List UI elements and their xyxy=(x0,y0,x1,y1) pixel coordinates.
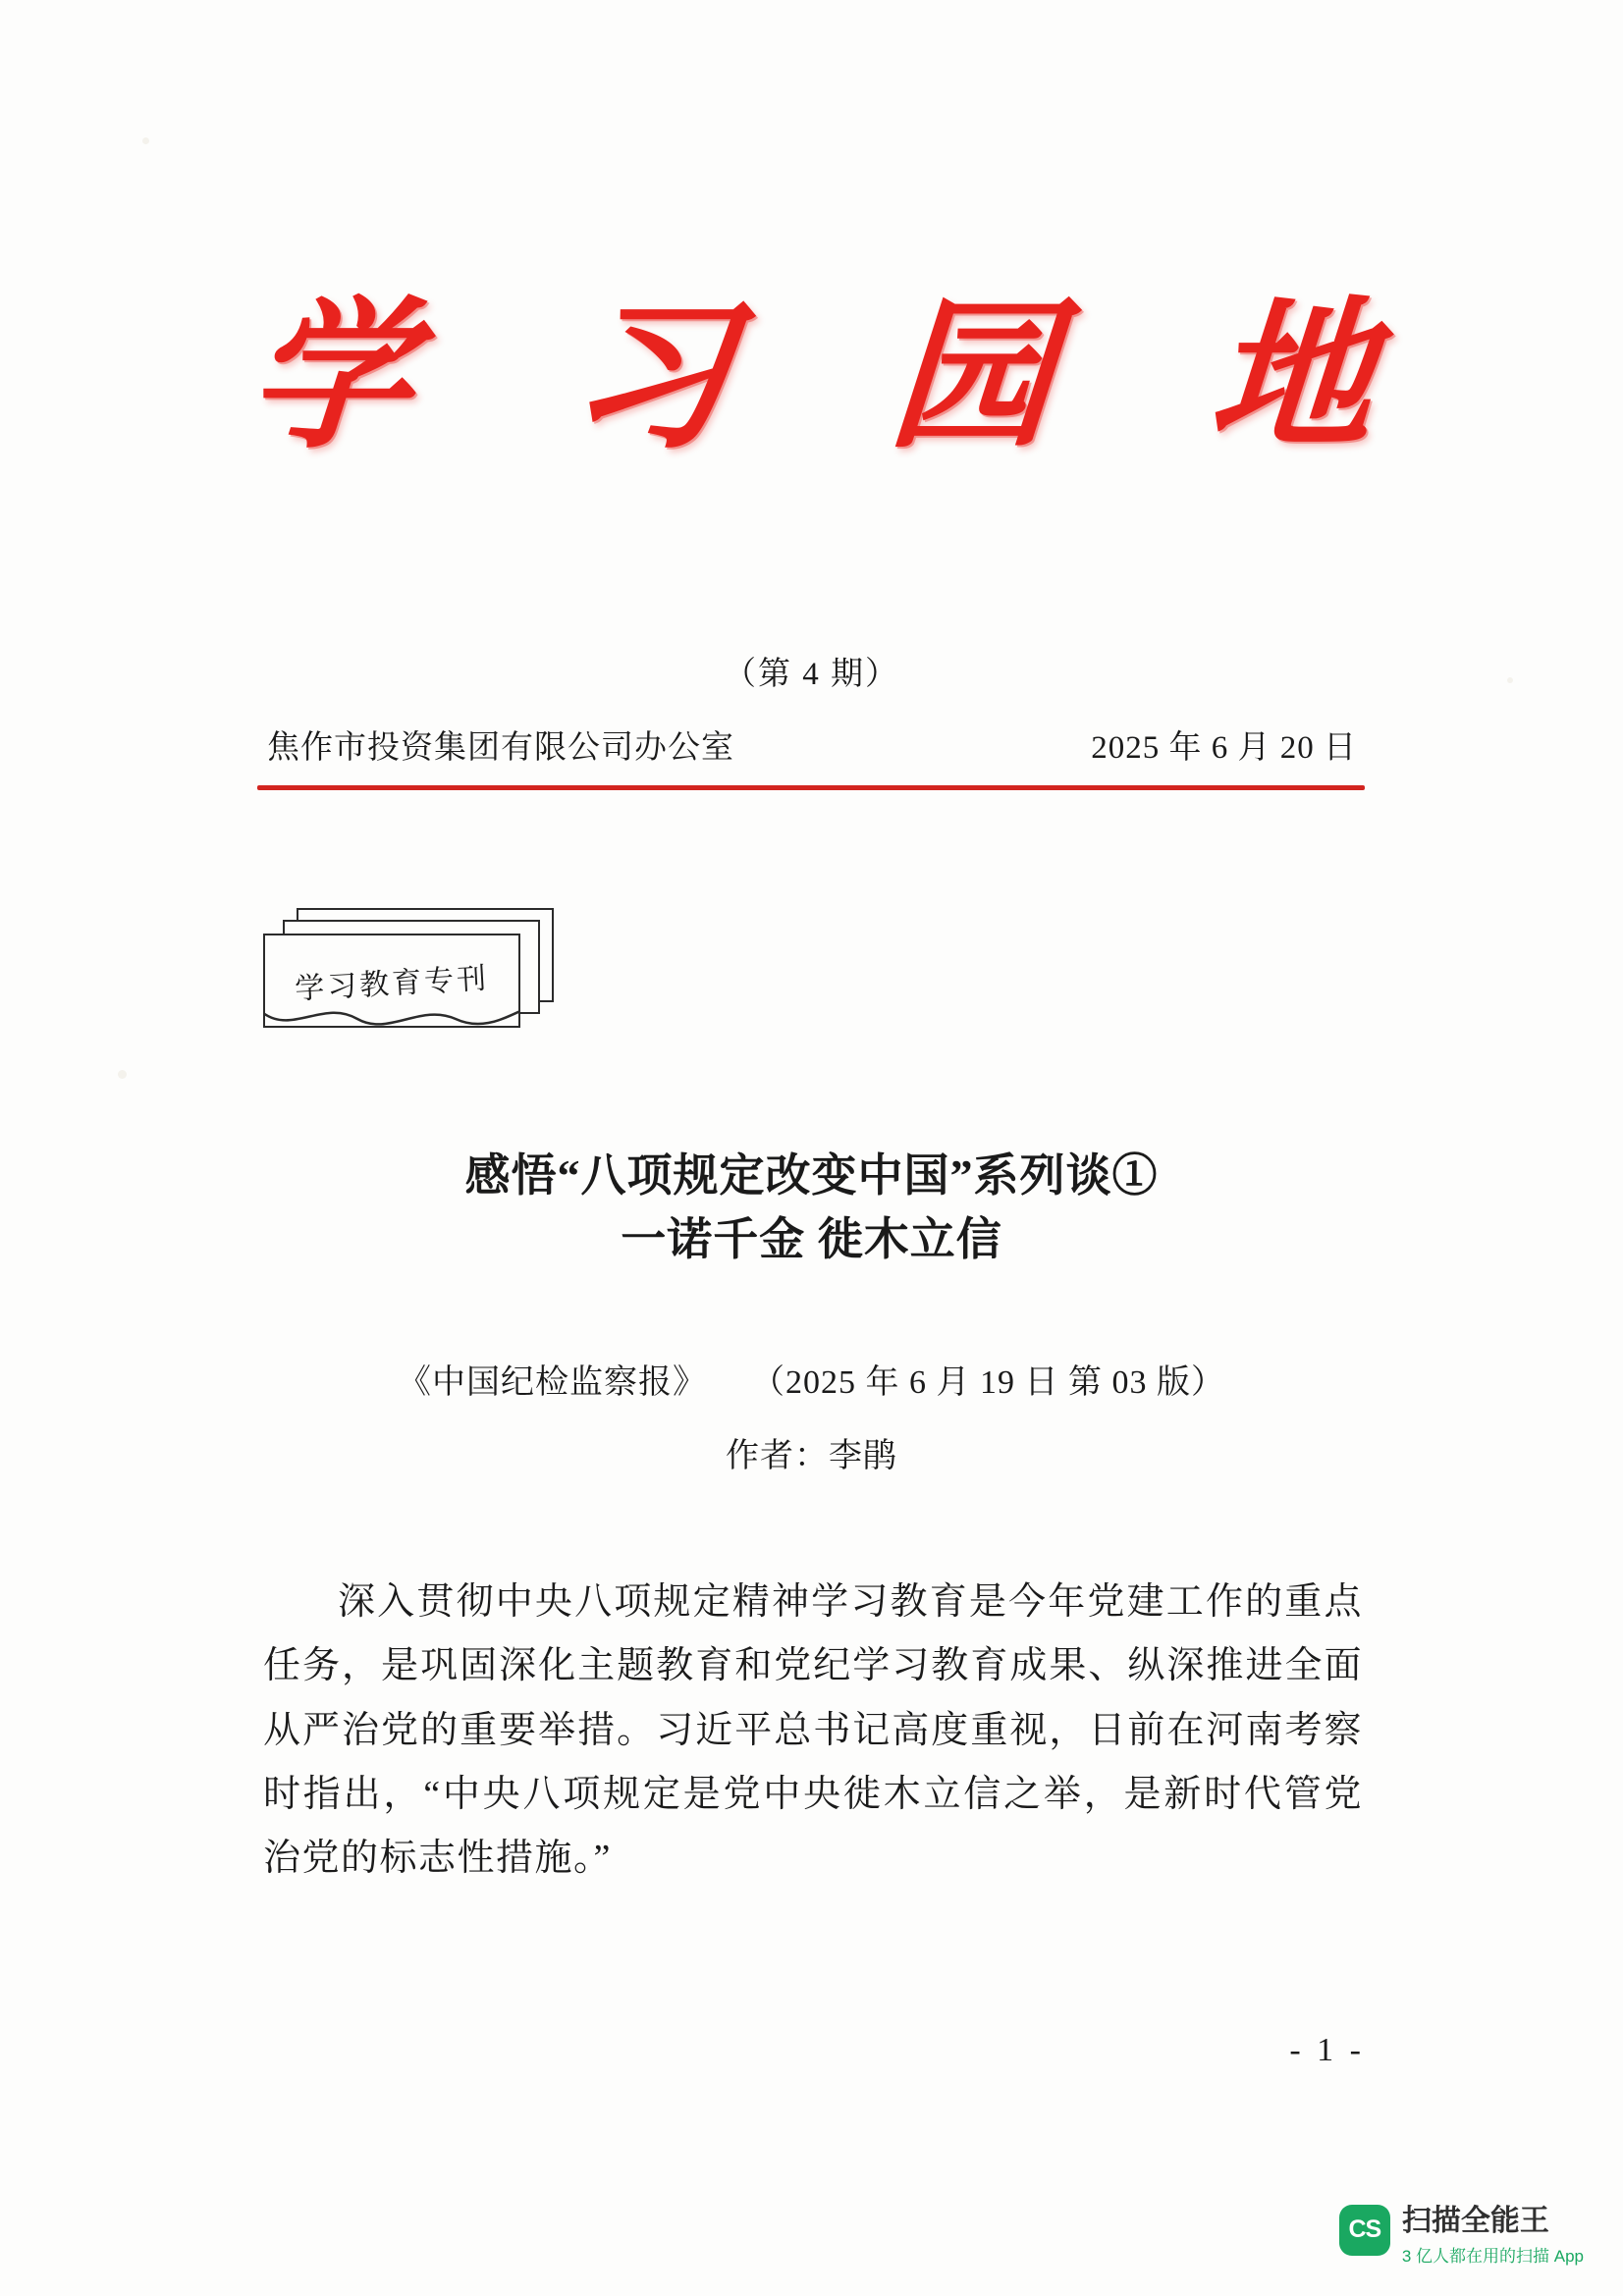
scanner-watermark xyxy=(1339,2205,1584,2268)
article-source xyxy=(0,1355,1623,1403)
publication-row xyxy=(267,721,1357,768)
red-divider-rule xyxy=(257,785,1365,790)
article-title-line-2: 一诺千金 徙木立信 xyxy=(621,1214,1002,1265)
special-issue-tag xyxy=(263,908,577,1041)
publisher-name: 焦作市投资集团有限公司办公室 xyxy=(267,730,734,766)
article-title-line-1: 感悟“八项规定改变中国”系列谈① xyxy=(464,1150,1159,1201)
article-body-paragraph: 深入贯彻中央八项规定精神学习教育是今年党建工作的重点任务，是巩固深化主题教育和党纪学习教育成果、纵深推进全面从严治党的重要举措。习近平总书记高度重视，日前在河南考察时指出，“中央八项规定是党中央徙木立信之举，是新时代管党治党的标志性措施。” xyxy=(263,1581,1363,1880)
masthead xyxy=(0,280,1623,470)
scan-speckle xyxy=(142,137,149,144)
scan-speckle xyxy=(118,1070,127,1079)
camscanner-logo-icon: CS xyxy=(1339,2205,1390,2256)
source-publication: 《中国纪检监察报》 xyxy=(398,1364,707,1401)
special-issue-tag-label: 学习教育专刊 xyxy=(294,962,490,1006)
watermark-tagline: 3 亿人都在用的扫描 App xyxy=(1401,2247,1584,2266)
watermark-texts xyxy=(1402,2205,1584,2268)
masthead-title: 学 习 园 地 xyxy=(243,280,1432,470)
issue-number: （第 4 期） xyxy=(724,657,899,692)
source-issue-detail: （2025 年 6 月 19 日 第 03 版） xyxy=(751,1364,1225,1401)
article-author: 作者：李鹃 xyxy=(726,1438,897,1474)
article-title xyxy=(0,1144,1623,1272)
watermark-app-name: 扫描全能王 xyxy=(1401,2204,1549,2237)
tag-wave-decoration xyxy=(263,1009,520,1035)
publication-date: 2025 年 6 月 20 日 xyxy=(1091,730,1357,766)
page-number: - 1 - xyxy=(1289,2032,1365,2068)
